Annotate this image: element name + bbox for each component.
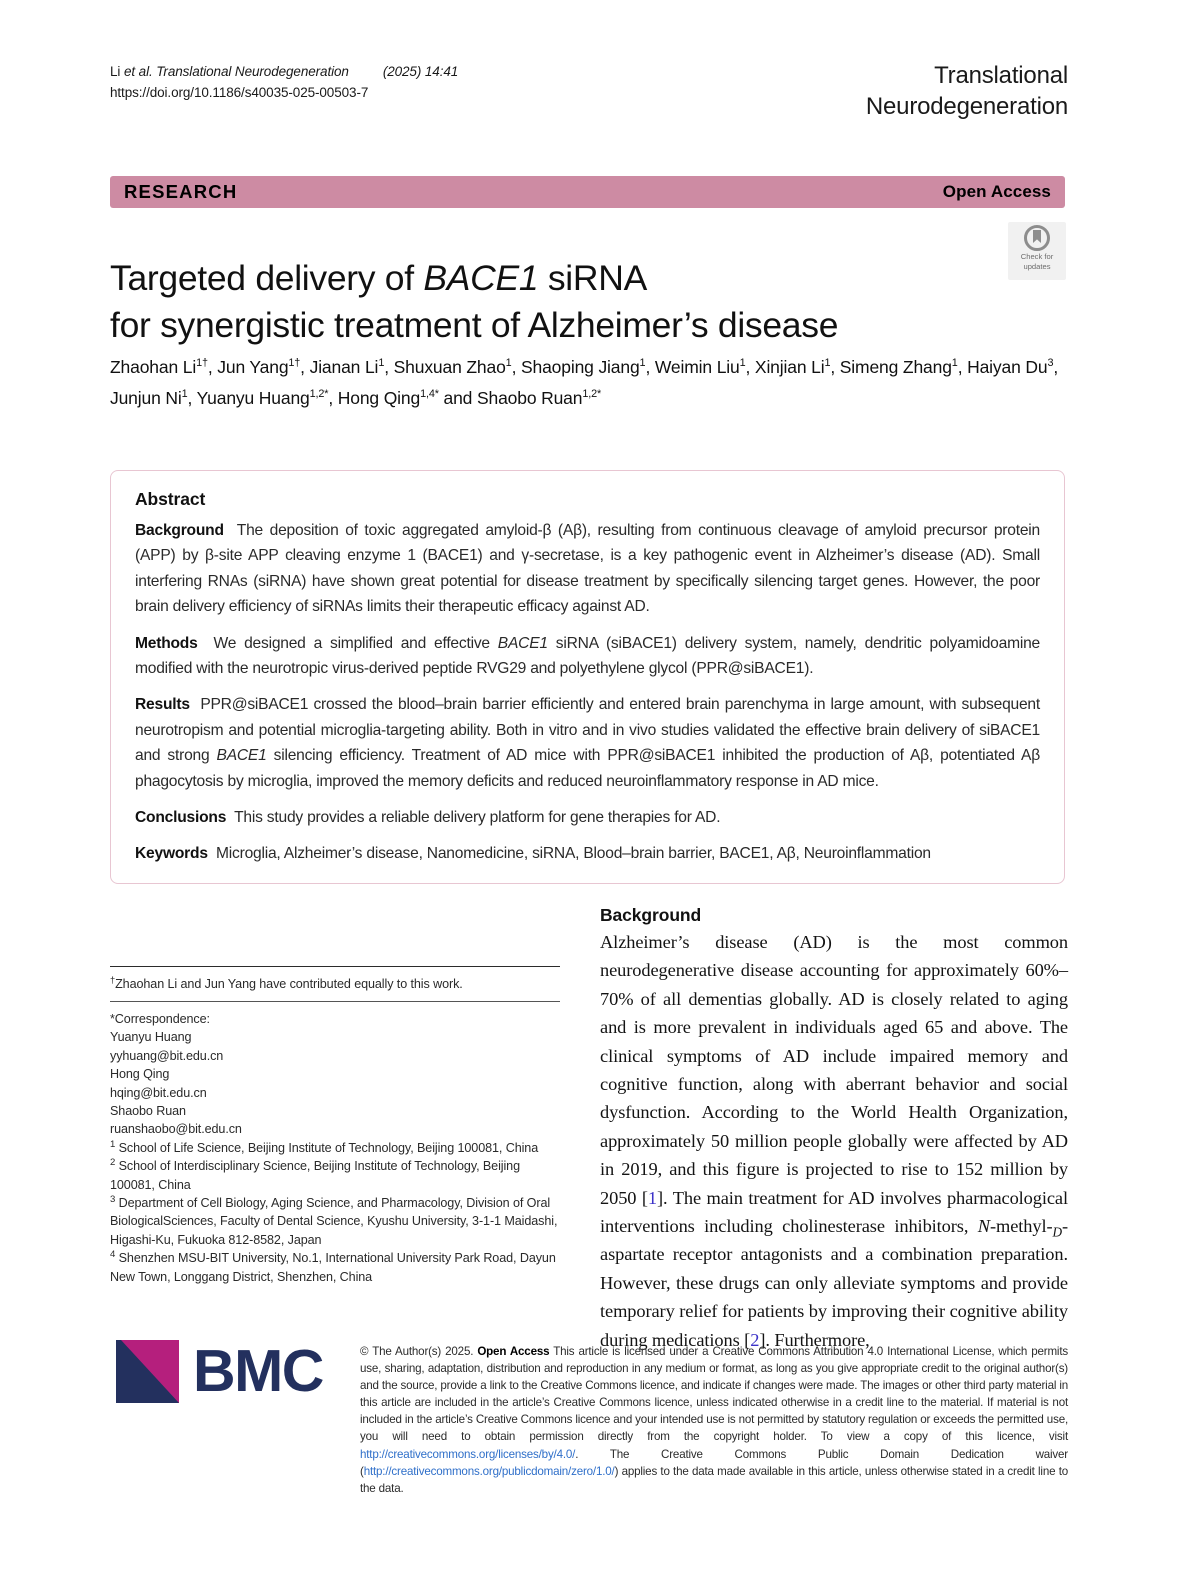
abstract-box [110,470,1065,884]
title-line-2: for synergistic treatment of Alzheimer’s disease [110,304,839,345]
bmc-logo-mark-icon [116,1340,179,1403]
affiliation-2-text: School of Interdisciplinary Science, Beijing Institute of Technology, Beijing 100081, China [110,1159,520,1192]
cc-licence-link[interactable]: http://creativecommons.org/licenses/by/4.0/ [360,1447,576,1461]
abstract-methods-text-a: We designed a simplified and effective [213,634,498,652]
bmc-logo-wordmark: BMC [193,1338,323,1404]
correspondent-name-2: Hong Qing [110,1067,170,1082]
affiliation-1-number: 1 [110,1138,116,1150]
background-paragraph [600,928,1068,1354]
equal-contribution-text: Zhaohan Li and Jun Yang have contributed equally to this work. [115,977,463,991]
abstract-methods [135,631,1040,682]
abstract-results-gene: BACE1 [216,747,267,765]
abstract-heading: Abstract [135,489,206,509]
affiliation-4-text: Shenzhen MSU-BIT University, No.1, International University Park Road, Dayun New Town, Longgang District, Shenzhen, China [110,1251,556,1284]
affiliation-4 [110,1249,560,1286]
abstract-methods-gene: BACE1 [497,634,548,652]
article-type-label: RESEARCH [124,181,238,202]
affiliation-1-text: School of Life Science, Beijing Institute of Technology, Beijing 100081, China [115,1140,539,1155]
crossmark-label-line2: updates [1023,262,1051,272]
abstract-background-label: Background [135,522,224,539]
background-subscript-D: D [1052,1224,1062,1240]
running-head [110,62,458,103]
correspondent-name-1: Yuanyu Huang [110,1030,192,1045]
page-title [110,255,990,349]
abstract-keywords [135,841,1040,866]
check-for-updates-badge[interactable] [1008,222,1066,280]
citation-ref-2[interactable]: 2 [750,1329,760,1350]
affiliation-3-number: 3 [110,1193,116,1205]
abstract-results-text-a: PPR@siBACE1 crossed the blood–brain barrier efficiently and entered brain parenchyma in large amount, with subsequent neurotropism and potential microglia-targeting ability. Both in vitro and in vivo studies validated the effective brain delivery of siBACE1 and strong [135,696,1040,765]
correspondence-label: *Correspondence: [110,1012,210,1026]
affiliation-2-number: 2 [110,1157,116,1169]
background-text-a: Alzheimer’s disease (AD) is the most common neurodegenerative disease accounting for approximately 60%–70% of all dementias globally. AD is closely related to aging and is more prevalent in individuals aged 65 and above. The clinical symptoms of AD include impaired memory and cognitive function, along with aberrant behavior and social dysfunction. According to the World Health Organization, approximately 50 million people globally were affected by AD in 2019, and this figure is projected to rise to 152 million by 2050 [ [600,932,1068,1208]
copyright-part-a: © The Author(s) 2025. [360,1345,478,1358]
running-head-citation [110,62,458,82]
background-text-c: -methyl- [989,1216,1053,1237]
title-part-2: siRNA [538,257,647,298]
correspondent-email-3[interactable]: ruanshaobo@bit.edu.cn [110,1122,242,1137]
affiliation-2 [110,1157,560,1194]
running-head-volume: (2025) 14:41 [382,64,459,79]
running-head-author: Li [110,64,124,79]
dagger-marker: † [110,974,116,985]
background-section [600,905,1068,1354]
copyright-licence-text [360,1343,1068,1497]
bmc-logo [116,1340,323,1403]
abstract-keywords-label: Keywords [135,845,208,863]
affiliation-1 [110,1139,560,1157]
copyright-part-c: . The Creative Commons Public Domain Dedication waiver ( [360,1447,1068,1478]
background-text-e: ]. Furthermore, [759,1329,870,1350]
abstract-methods-label: Methods [135,634,198,652]
journal-title-line1: Translational [934,62,1068,89]
footer-open-access-label: Open Access [477,1345,550,1358]
background-text-d: -aspartate receptor antagonists and a combination preparation. However, these drugs can only alleviate symptoms and provide temporary relief for patients by improving their cognitive ability during medications [ [600,1216,1068,1350]
doi-link[interactable]: https://doi.org/10.1186/s40035-025-00503-7 [110,85,369,100]
affiliation-block [110,1002,560,1286]
article-type-banner [110,176,1065,208]
abstract-conclusions-text: This study provides a reliable delivery platform for gene therapies for AD. [234,809,721,827]
abstract-conclusions-label: Conclusions [135,809,227,827]
citation-ref-1[interactable]: 1 [647,1187,658,1208]
affiliation-3 [110,1194,560,1249]
background-heading: Background [600,905,702,925]
copyright-part-d: ) applies to the data made available in this article, unless otherwise stated in a credit line to the data. [360,1464,1068,1495]
running-head-journal: et al. Translational Neurodegeneration [123,64,349,79]
background-text-b: ]. The main treatment for AD involves pharmacological interventions including cholinesterase inhibitors, [600,1187,1069,1237]
cc-zero-link[interactable]: http://creativecommons.org/publicdomain/zero/1.0/ [363,1464,615,1478]
crossmark-label-line1: Check for [1020,252,1054,261]
abstract-keywords-text: Microglia, Alzheimer’s disease, Nanomedicine, siRNA, Blood–brain barrier, BACE1, Aβ, Neuroinflammation [216,845,931,863]
affiliation-4-number: 4 [110,1249,116,1261]
journal-title-line2: Neurodegeneration [865,93,1068,120]
abstract-background [135,518,1040,620]
abstract-results-text-b: silencing efficiency. Treatment of AD mice with PPR@siBACE1 inhibited the production of Aβ, potentiated Aβ phagocytosis by microglia, improved the memory deficits and reduced neuroinflammatory response in AD mice. [135,747,1040,790]
correspondent-email-2[interactable]: hqing@bit.edu.cn [110,1085,207,1100]
footnote-column [110,966,560,1286]
title-part-1: Targeted delivery of [110,257,424,298]
open-access-label: Open Access [942,182,1051,201]
background-italic-N: N [977,1216,990,1237]
correspondent-email-1[interactable]: yyhuang@bit.edu.cn [110,1048,224,1063]
equal-contribution-note [110,967,560,1001]
abstract-background-text: The deposition of toxic aggregated amyloid-β (Aβ), resulting from continuous cleavage of amyloid precursor protein (APP) by β-site APP cleaving enzyme 1 (BACE1) and γ-secretase, is a key pathogenic event in Alzheimer’s disease (AD). Small interfering RNAs (siRNA) have shown great potential for disease treatment by specifically silencing target genes. However, the poor brain delivery efficiency of siRNAs limits their therapeutic efficacy against AD. [135,522,1040,616]
affiliation-3-text: Department of Cell Biology, Aging Science, and Pharmacology, Division of Oral BiologicalSciences, Faculty of Dental Science, Kyushu University, 3-1-1 Maidashi, Higashi-Ku, Fukuoka 812-8582, Japan [110,1196,558,1247]
author-list: Zhaohan $Li^{1\dagger}$, Jun Yang$^{1\dagger}$, Jianan Li$^1$, Shuxuan Zhao$^1$, Shaoping Jiang$^1$, Weimin Liu$^1$, Xinjian Li$^1$, Simeng Zhang$^1$, Haiyan Du$^3$, Junjun Ni$^1$, Yuanyu Huang$^{1,2*}$, Hong Qing$^{1,4*}$ and Shaobo Ruan$^{1,2*}$ [110,357,1059,408]
crossmark-icon [1024,225,1050,251]
journal-title [866,60,1068,122]
title-gene-name: BACE1 [423,257,539,298]
abstract-results-label: Results [135,696,190,714]
correspondent-name-3: Shaobo Ruan [110,1104,186,1119]
copyright-part-b: This article is licensed under a Creative Commons Attribution 4.0 International License, which permits use, sharing, adaptation, distribution and reproduction in any medium or format, as long as you give appropriate credit to the original author(s) and the source, provide a link to the Creative Commons licence, and indicate if changes were made. The images or other third party material in this article are included in the article’s Creative Commons licence, unless indicated otherwise in a credit line to the material. If material is not included in the article’s Creative Commons licence and your intended use is not permitted by statutory regulation or exceeds the permitted use, you will need to obtain permission directly from the copyright holder. To view a copy of this licence, visit [360,1345,1068,1444]
abstract-methods-text-b: siRNA (siBACE1) delivery system, namely, dendritic polyamidoamine modified with the neurotropic virus-derived peptide RVG29 and polyethylene glycol (PPR@siBACE1). [135,634,1040,678]
abstract-conclusions [135,805,1040,830]
abstract-results [135,692,1040,794]
